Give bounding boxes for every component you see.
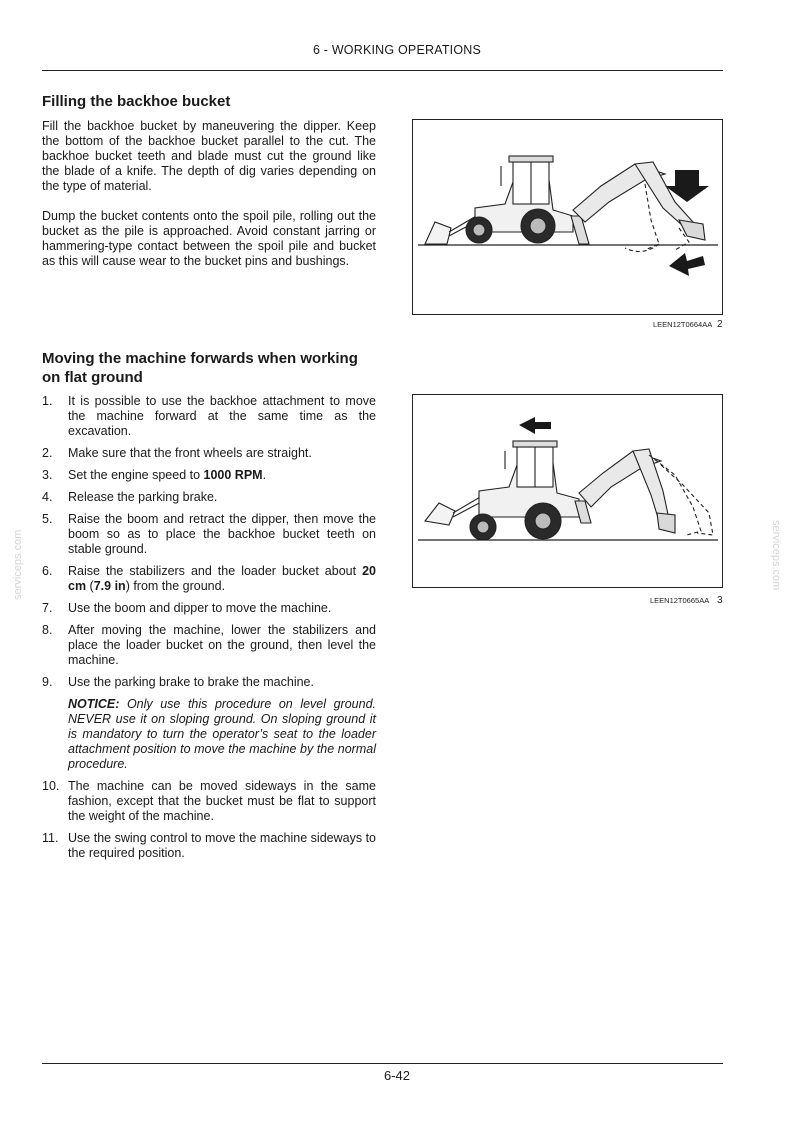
section-filling-bucket xyxy=(42,92,376,269)
watermark-left: serviceps.com xyxy=(12,529,24,600)
section-title: Moving the machine forwards when working on flat ground xyxy=(42,350,358,386)
section-moving-machine xyxy=(42,349,376,868)
list-item: 3. Set the engine speed to 1000 RPM. xyxy=(42,468,267,482)
list-item: 4. Release the parking brake. xyxy=(42,490,218,504)
figure-code: LEEN12T0665AA xyxy=(650,596,710,605)
figure-number: 3 xyxy=(717,595,723,606)
figure-code: LEEN12T0664AA xyxy=(653,320,713,329)
section-title: Filling the backhoe bucket xyxy=(42,93,231,110)
list-item: 10. The machine can be moved sideways in the same fashion, except that the bucket must be flat to support the weight of the machine. xyxy=(42,779,376,823)
list-item: 7. Use the boom and dipper to move the machine. xyxy=(42,601,332,615)
list-item: 8. After moving the machine, lower the stabilizers and place the loader bucket on the ground, then level the machine. xyxy=(42,623,376,667)
backhoe-moving-illustration xyxy=(413,395,722,587)
list-item: 9. Use the parking brake to brake the machine. xyxy=(42,675,314,689)
list-item: 1. It is possible to use the backhoe attachment to move the machine forward at the same time as the excavation. xyxy=(42,394,376,438)
page-number: 6-42 xyxy=(383,1068,411,1083)
footer-divider xyxy=(42,1063,723,1064)
notice-block: NOTICE: Only use this procedure on level ground. NEVER use it on sloping ground. On sloping ground it is mandatory to turn the operator’s seat to the loader attachment position to move the machine by the normal procedure. xyxy=(68,697,376,771)
running-header: 6 - WORKING OPERATIONS xyxy=(312,43,482,57)
list-item: 2. Make sure that the front wheels are straight. xyxy=(42,446,312,460)
backhoe-filling-illustration xyxy=(413,120,722,314)
header-divider xyxy=(42,70,723,71)
paragraph: Dump the bucket contents onto the spoil pile, rolling out the bucket as the pile is approached. Avoid constant jarring or hammering-type contact between the spoil pile and bucket as this will cause wear to the bucket pins and bushings. xyxy=(42,209,376,268)
procedure-list xyxy=(42,394,376,861)
list-item: 11. Use the swing control to move the machine sideways to the required position. xyxy=(42,831,376,860)
figure-number: 2 xyxy=(717,319,723,330)
list-item: 6. Raise the stabilizers and the loader bucket about 20 cm (7.9 in) from the ground. xyxy=(42,564,376,593)
figure-backhoe-moving xyxy=(412,394,723,588)
paragraph: Fill the backhoe bucket by maneuvering the dipper. Keep the bottom of the backhoe bucket parallel to the cut. The backhoe bucket teeth and blade must cut the ground like the blade of a knife. The depth of dig varies depending on the type of material. xyxy=(42,119,376,193)
list-item: 5. Raise the boom and retract the dipper, then move the boom so as to place the backhoe bucket teeth on stable ground. xyxy=(42,512,376,556)
watermark-right: serviceps.com xyxy=(770,520,782,591)
figure-backhoe-filling xyxy=(412,119,723,315)
